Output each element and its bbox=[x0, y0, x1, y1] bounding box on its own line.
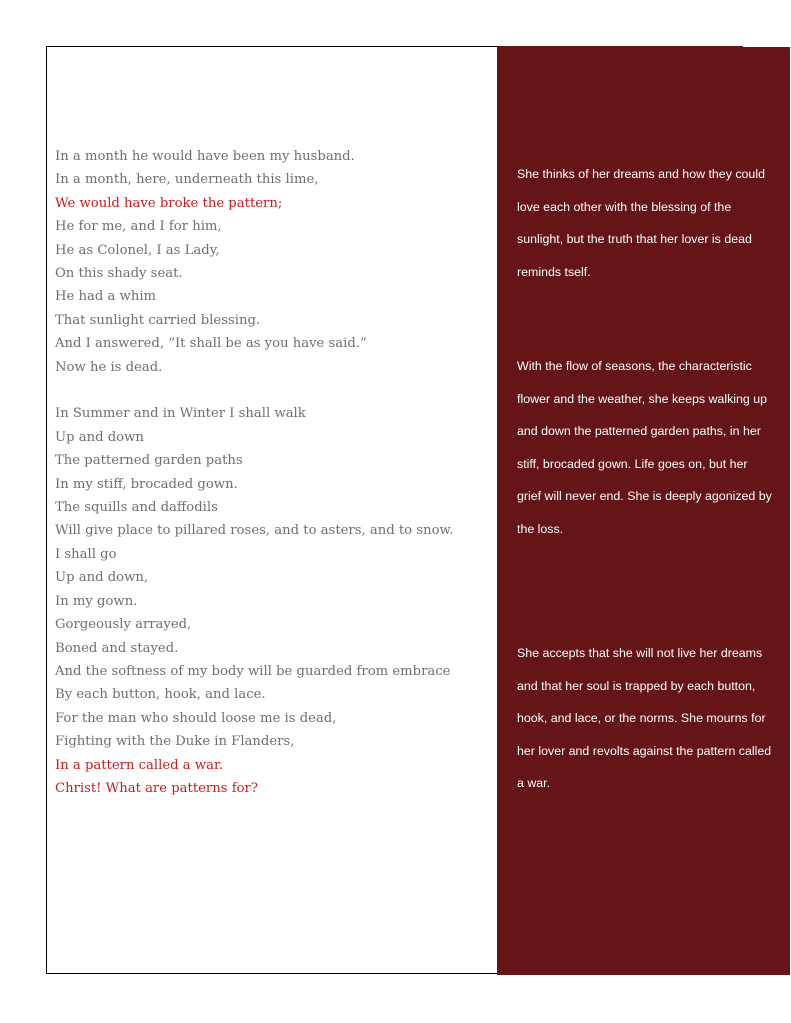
poem-line: He for me, and I for him, bbox=[55, 219, 222, 235]
poem-line-highlighted: In a pattern called a war. bbox=[55, 757, 224, 773]
poem-line: In my gown. bbox=[55, 593, 138, 609]
sidebar-corner-notch bbox=[743, 45, 790, 47]
poem-line: He had a whim bbox=[55, 289, 157, 305]
poem-line: And I answered, “It shall be as you have said.” bbox=[55, 336, 367, 352]
poem-line: Up and down bbox=[55, 429, 144, 445]
poem-line: That sunlight carried blessing. bbox=[55, 312, 261, 328]
poem-line: He as Colonel, I as Lady, bbox=[55, 242, 220, 258]
commentary-sidebar bbox=[497, 46, 790, 975]
poem-line: In Summer and in Winter I shall walk bbox=[55, 406, 306, 422]
poem-line: Will give place to pillared roses, and to asters, and to snow. bbox=[55, 523, 454, 539]
poem-line: The squills and daffodils bbox=[55, 500, 218, 516]
poem-line: Boned and stayed. bbox=[55, 640, 179, 656]
poem-text bbox=[55, 145, 495, 800]
poem-line: And the softness of my body will be guarded from embrace bbox=[55, 663, 451, 679]
poem-line: Gorgeously arrayed, bbox=[55, 617, 192, 633]
poem-line: For the man who should loose me is dead, bbox=[55, 710, 337, 726]
poem-line-highlighted: We would have broke the pattern; bbox=[55, 195, 283, 211]
poem-line: On this shady seat. bbox=[55, 266, 183, 282]
commentary-note: With the flow of seasons, the characteristic flower and the weather, she keeps walking up and down the patterned garden paths, in her stiff, brocaded gown. Life goes on, but her grief will never end. She is deeply agonized by the loss. bbox=[517, 359, 772, 536]
poem-line: Up and down, bbox=[55, 570, 149, 586]
commentary-note: She thinks of her dreams and how they could love each other with the blessing of the sunlight, but the truth that her lover is dead reminds tself. bbox=[517, 167, 765, 279]
poem-line: In a month, here, underneath this lime, bbox=[55, 172, 319, 188]
stanza-break bbox=[55, 379, 495, 402]
poem-line: The patterned garden paths bbox=[55, 453, 243, 469]
commentary-note: She accepts that she will not live her dreams and that her soul is trapped by each button, hook, and lace, or the norms. She mourns for her lover and revolts against the pattern called a war. bbox=[517, 646, 772, 791]
poem-line: I shall go bbox=[55, 546, 117, 562]
poem-line: In my stiff, brocaded gown. bbox=[55, 476, 238, 492]
poem-line-highlighted: Christ! What are patterns for? bbox=[55, 780, 258, 796]
poem-line: Fighting with the Duke in Flanders, bbox=[55, 734, 295, 750]
poem-line: Now he is dead. bbox=[55, 359, 163, 375]
poem-line: By each button, hook, and lace. bbox=[55, 687, 266, 703]
poem-line: In a month he would have been my husband. bbox=[55, 149, 355, 164]
